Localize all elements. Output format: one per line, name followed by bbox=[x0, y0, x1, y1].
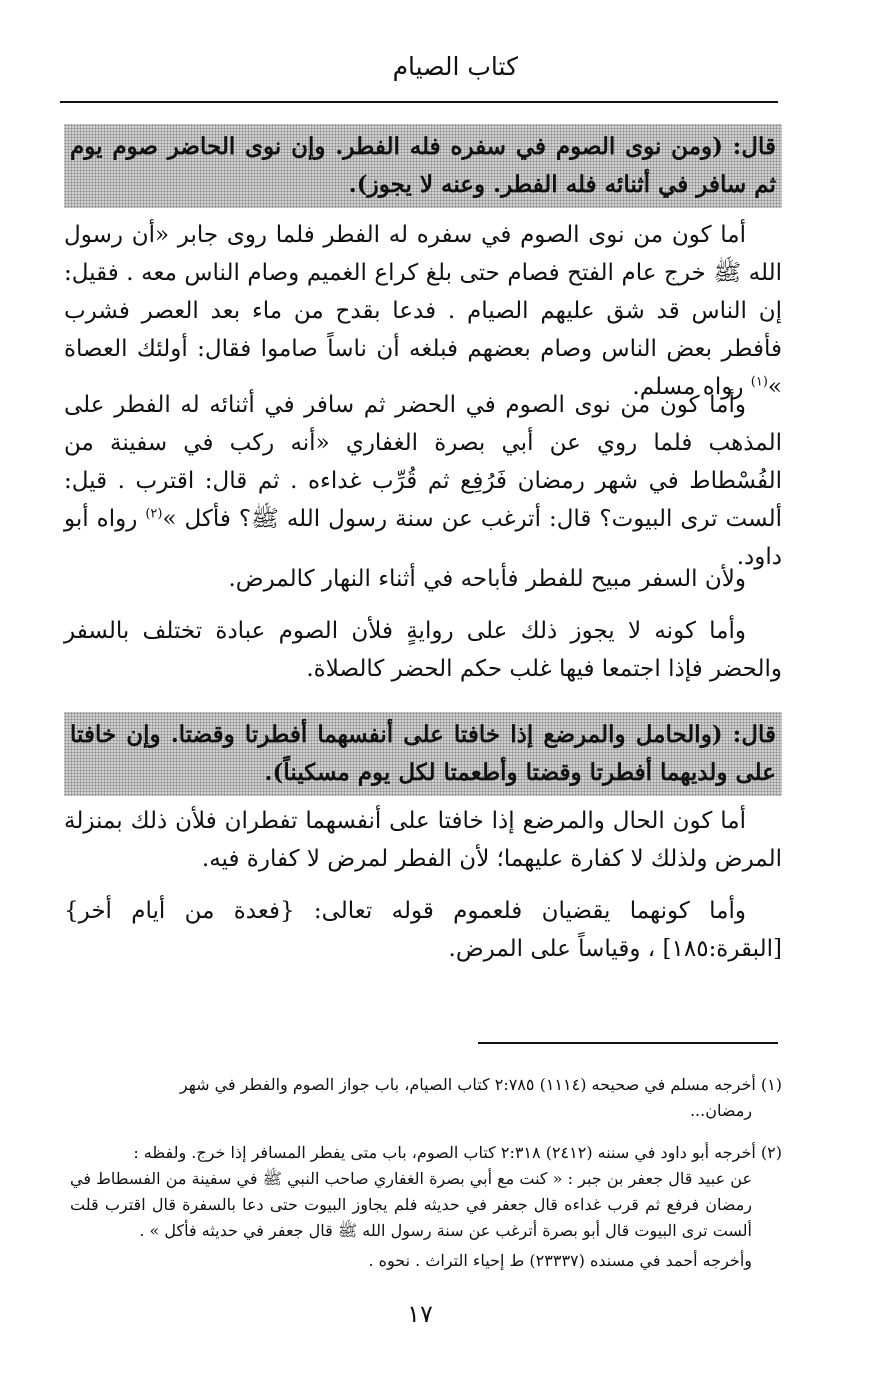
footnote-ref-1[interactable]: (١) bbox=[750, 374, 768, 390]
matn-block-1: قال: (ومن نوى الصوم في سفره فله الفطر. وإن نوى الحاضر صوم يوم ثم سافر في أثنائه فله الفطر. وعنه لا يجوز). bbox=[64, 124, 782, 208]
footnote-ref-2[interactable]: (٢) bbox=[145, 506, 163, 522]
sharh-paragraph-4: وأما كونه لا يجوز ذلك على روايةٍ فلأن الصوم عبادة تختلف بالسفر والحضر فإذا اجتمعا فيها غلب حكم الحضر كالصلاة. bbox=[64, 618, 782, 682]
footnote-1-line-2: رمضان... bbox=[689, 1101, 752, 1120]
running-header-title: كتاب الصيام bbox=[392, 52, 518, 81]
header-rule bbox=[60, 101, 778, 103]
sharh-paragraph-1 bbox=[64, 216, 782, 406]
footnote-2-body: عن عبيد قال جعفر بن جبر : « كنت مع أبي بصرة الغفاري صاحب النبي ﷺ في سفينة من الفسطاط في رمضان فرفع ثم قرب غداءه قال جعفر في حديثه فلم يجاوز البيوت حتى دعا بالسفرة قال اقترب قلت ألست ترى البيوت قال أبو بصرة أترغب عن سنة رسول الله ﷺ قال جعفر في حديثه فأكل » . bbox=[70, 1169, 752, 1240]
sharh-paragraph-2 bbox=[64, 386, 782, 576]
footnote-1-line-1: (١) أخرجه مسلم في صحيحه (١١١٤) ٢:٧٨٥ كتاب الصيام، باب جواز الصوم والفطر في شهر bbox=[179, 1075, 782, 1094]
footnote-2-line-1: (٢) أخرجه أبو داود في سننه (٢٤١٢) ٢:٣١٨ كتاب الصوم، باب متى يفطر المسافر إذا خرج. ولفظه : bbox=[133, 1143, 782, 1162]
footnote-1 bbox=[70, 1072, 782, 1124]
sharh-paragraph-1-text: أما كون من نوى الصوم في سفره له الفطر فلما روى جابر «أن رسول الله ﷺ خرج عام الفتح فصام حتى بلغ كراع الغميم وصام الناس معه . فقيل: إن الناس قد شق عليهم الصيام . فدعا بقدح من ماء بعد العصر فشرب فأفطر بعض الناس وصام بعضهم فبلغه أن ناساً صاموا فقال: أولئك العصاة » bbox=[64, 222, 782, 400]
footnote-2 bbox=[70, 1140, 782, 1274]
sharh-paragraph-2-text: وأما كون من نوى الصوم في الحضر ثم سافر في أثنائه له الفطر على المذهب فلما روي عن أبي بصرة الغفاري «أنه ركب في سفينة من الفُسْطاط في شهر رمضان فَرُفِع ثم قُرِّب غداءه . ثم قال: اقترب . قيل: ألست ترى البيوت؟ قال: أترغب عن سنة رسول الله ﷺ؟ فأكل » bbox=[64, 392, 783, 532]
sharh-paragraph-6: وأما كونهما يقضيان فلعموم قوله تعالى: {فعدة من أيام أخر} [البقرة:١٨٥] ، وقياساً على المرض. bbox=[64, 898, 782, 962]
sharh-paragraph-1-end: رواه مسلم. bbox=[632, 374, 751, 400]
footnote-rule bbox=[478, 1042, 778, 1044]
footnote-2-extra: وأخرجه أحمد في مسنده (٢٣٣٣٧) ط إحياء التراث . نحوه . bbox=[368, 1251, 752, 1270]
sharh-paragraph-3: ولأن السفر مبيح للفطر فأباحه في أثناء النهار كالمرض. bbox=[228, 566, 746, 592]
matn-block-2: قال: (والحامل والمرضع إذا خافتا على أنفسهما أفطرتا وقضتا. وإن خافتا على ولديهما أفطرتا وقضتا وأطعمتا لكل يوم مسكيناً). bbox=[64, 712, 782, 796]
page-number: ١٧ bbox=[407, 1300, 433, 1328]
sharh-paragraph-2-end: رواه أبو داود. bbox=[64, 506, 782, 570]
sharh-paragraph-5: أما كون الحال والمرضع إذا خافتا على أنفسهما تفطران فلأن ذلك بمنزلة المرض ولذلك لا كفارة عليهما؛ لأن الفطر لمرض لا كفارة فيه. bbox=[64, 808, 782, 872]
